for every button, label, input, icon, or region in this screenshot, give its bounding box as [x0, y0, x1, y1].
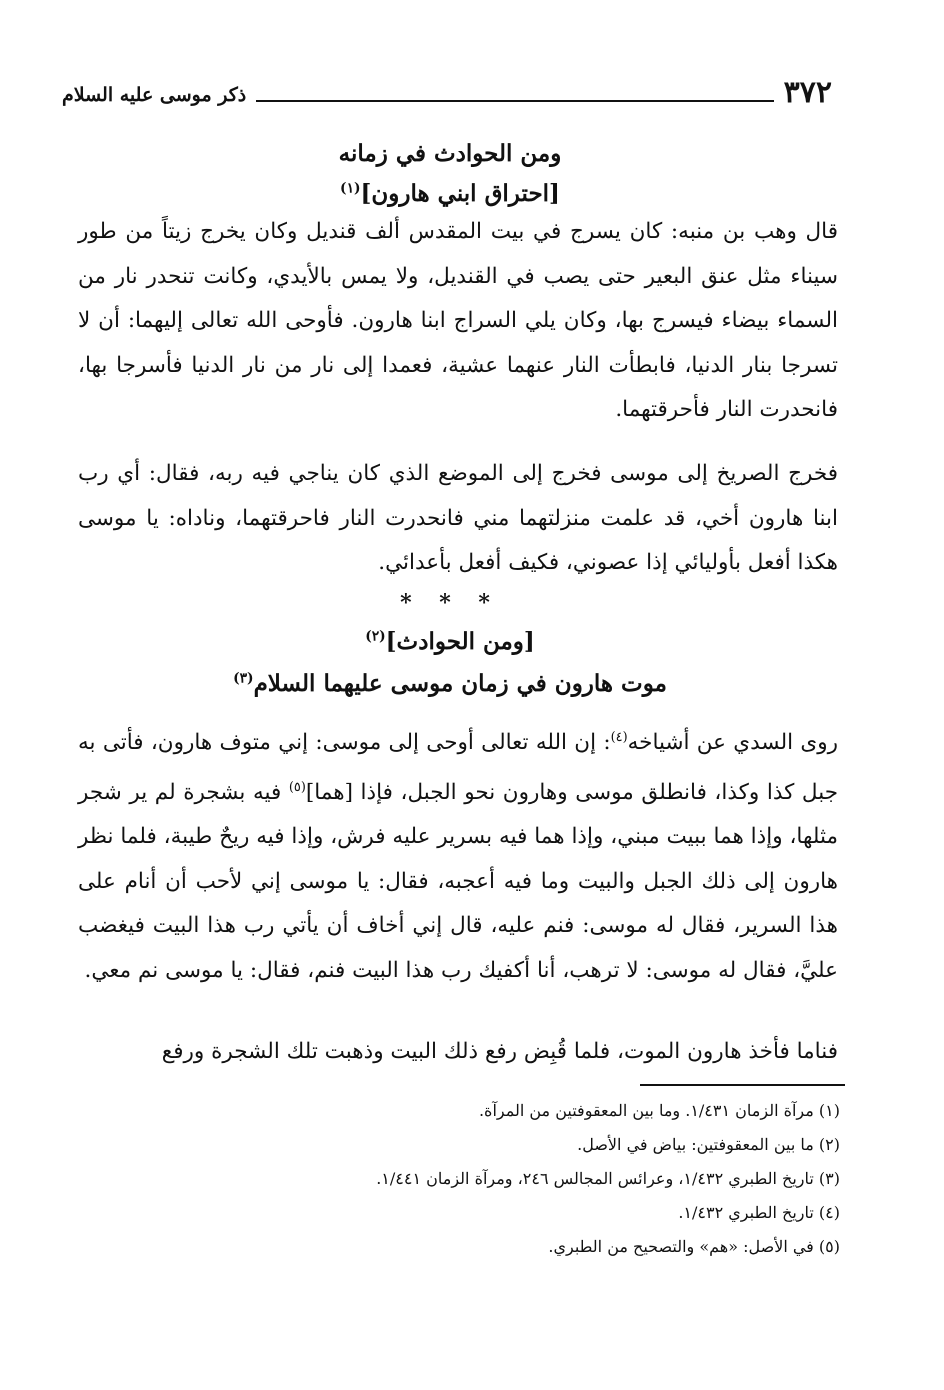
running-title: ذكر موسى عليه السلام [62, 84, 247, 106]
footnotes [78, 1094, 840, 1264]
section-subheading [62, 180, 838, 207]
page-header [62, 70, 832, 110]
footnote-item: (٥) في الأصل: «هم» والتصحيح من الطبري. [548, 1237, 840, 1256]
section-heading [62, 140, 838, 167]
paragraph-3-part-a: روى السدي عن أشياخه [627, 730, 838, 756]
section-subtitle: [احتراق ابني هارون] [360, 180, 560, 207]
footnote-ref: (٤) [610, 730, 628, 745]
header-rule [256, 100, 773, 102]
paragraph-1: قال وهب بن منبه: كان يسرج في بيت المقدس ألف قنديل وكان يخرج زيتاً من طور سيناء مثل عنق البعير حتى يصب في القنديل، ولا يمس بالأيدي، وكانت تنحدر نار من السماء بيضاء فيسرج بها، وكان يلي السراج ابنا هارون. فأوحى الله تعالى إليهما: أن لا تسرجا بنار الدنيا، فابطأت النار عنهما عشية، فعمدا إلى نار من نار الدنيا فأسرجا بها، فانحدرت النار فأحرقتهما. [78, 219, 838, 422]
paragraph-4: فناما فأخذ هارون الموت، فلما قُبِض رفع ذلك البيت وذهبت تلك الشجرة ورفع [161, 1039, 838, 1064]
footnote-item: (٣) تاريخ الطبري ١/٤٣٢، وعرائس المجالس ٢٤٦، ومرآة الزمان ١/٤٤١. [376, 1169, 840, 1188]
section-heading-2 [62, 628, 838, 655]
paragraph-2: فخرج الصريخ إلى موسى فخرج إلى الموضع الذي كان يناجي فيه ربه، فقال: أي رب ابنا هارون أخي، قد علمت منزلتهما مني فانحدرت النار فاحرقتهما، وناداه: يا موسى هكذا أفعل بأوليائي إذا عصوني، فكيف أفعل بأعدائي. [78, 461, 838, 575]
footnote-ref: (٥) [288, 779, 306, 795]
section-title: ومن الحوادث في زمانه [338, 140, 562, 167]
footnote-item: (٢) ما بين المعقوفتين: بياض في الأصل. [577, 1135, 840, 1154]
section-subtitle-2: موت هارون في زمان موسى عليهما السلام [253, 670, 667, 697]
footnote-rule [640, 1084, 845, 1086]
section-subheading-2 [62, 670, 838, 697]
section-separator: * * * [400, 590, 500, 616]
paragraph-3-part-c: فيه بشجرة لم ير شجر مثلها، وإذا هما ببيت مبني، وإذا هما فيه بسرير عليه فرش، وإذا فيه ريحٌ طيبة، فلما نظر هارون إلى ذلك الجبل والبيت وما فيه أعجبه، فقال: يا موسى إني لأحب أن أنام على هذا السرير، فقال له موسى: فنم عليه، قال إني أخاف أن يأتي رب هذا البيت فيغضب عليَّ، فقال له موسى: لا ترهب، أنا أكفيك رب هذا البيت فنم، فقال: يا موسى نم معي. [78, 779, 838, 983]
page-number: ٣٧٢ [783, 75, 832, 110]
paragraph-3 [78, 716, 838, 993]
section-title-2: [ومن الحوادث] [385, 628, 535, 655]
footnote-ref: (١) [340, 180, 361, 197]
footnote-ref: (٣) [233, 670, 254, 687]
paragraph-3-part-b: : إن الله تعالى أوحى إلى موسى: إني متوف هارون، فأتى به جبل كذا وكذا، فانطلق موسى وهارون نحو الجبل، فإذا [هما] [78, 730, 838, 805]
footnote-ref: (٢) [365, 628, 386, 645]
footnote-item: (١) مرآة الزمان ١/٤٣١. وما بين المعقوفتين من المرآة. [478, 1101, 840, 1120]
footnote-item: (٤) تاريخ الطبري ١/٤٣٢. [678, 1203, 840, 1222]
